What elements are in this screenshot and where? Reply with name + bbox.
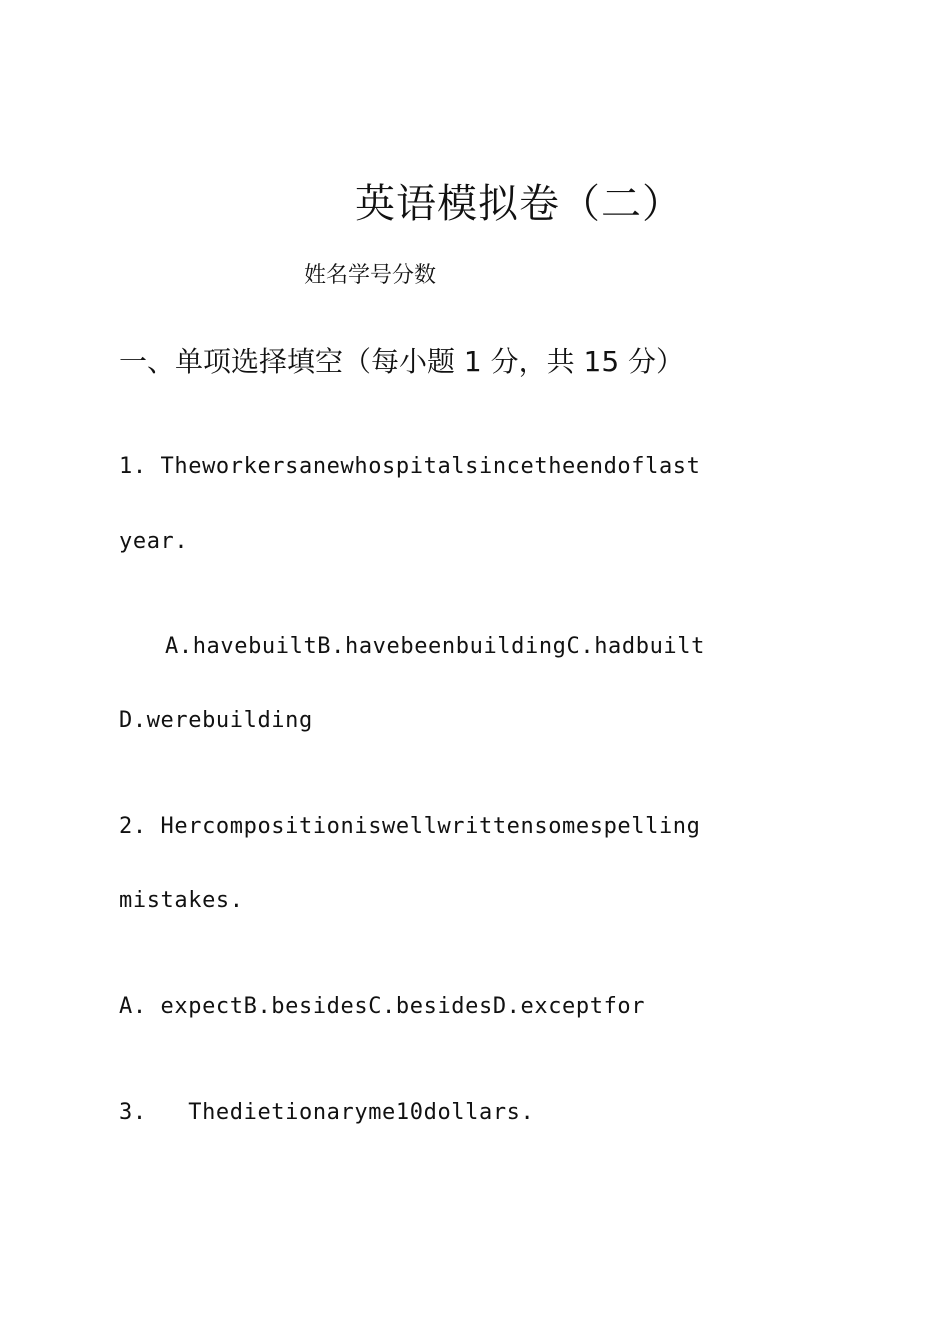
question-text: mistakes. [119,888,244,913]
answer-options: A.havebuiltB.havebeenbuildingC.hadbuilt [165,634,705,659]
question-text: 1. Theworkersanewhospitalsincetheendoflast [119,454,701,479]
document-title: 英语模拟卷（二） [355,181,683,227]
answer-options: A. expectB.besidesC.besidesD.exceptfor [119,994,646,1019]
question-text: 2. Hercompositioniswellwrittensomespelling [119,814,701,839]
section-heading: 一、单项选择填空（每小题 1 分，共 15 分） [119,345,685,378]
student-info-line: 姓名学号分数 [304,263,437,288]
question-text: year. [119,529,189,554]
question-text: 3. Thedietionaryme10dollars. [119,1100,535,1125]
answer-options: D.werebuilding [119,708,313,733]
